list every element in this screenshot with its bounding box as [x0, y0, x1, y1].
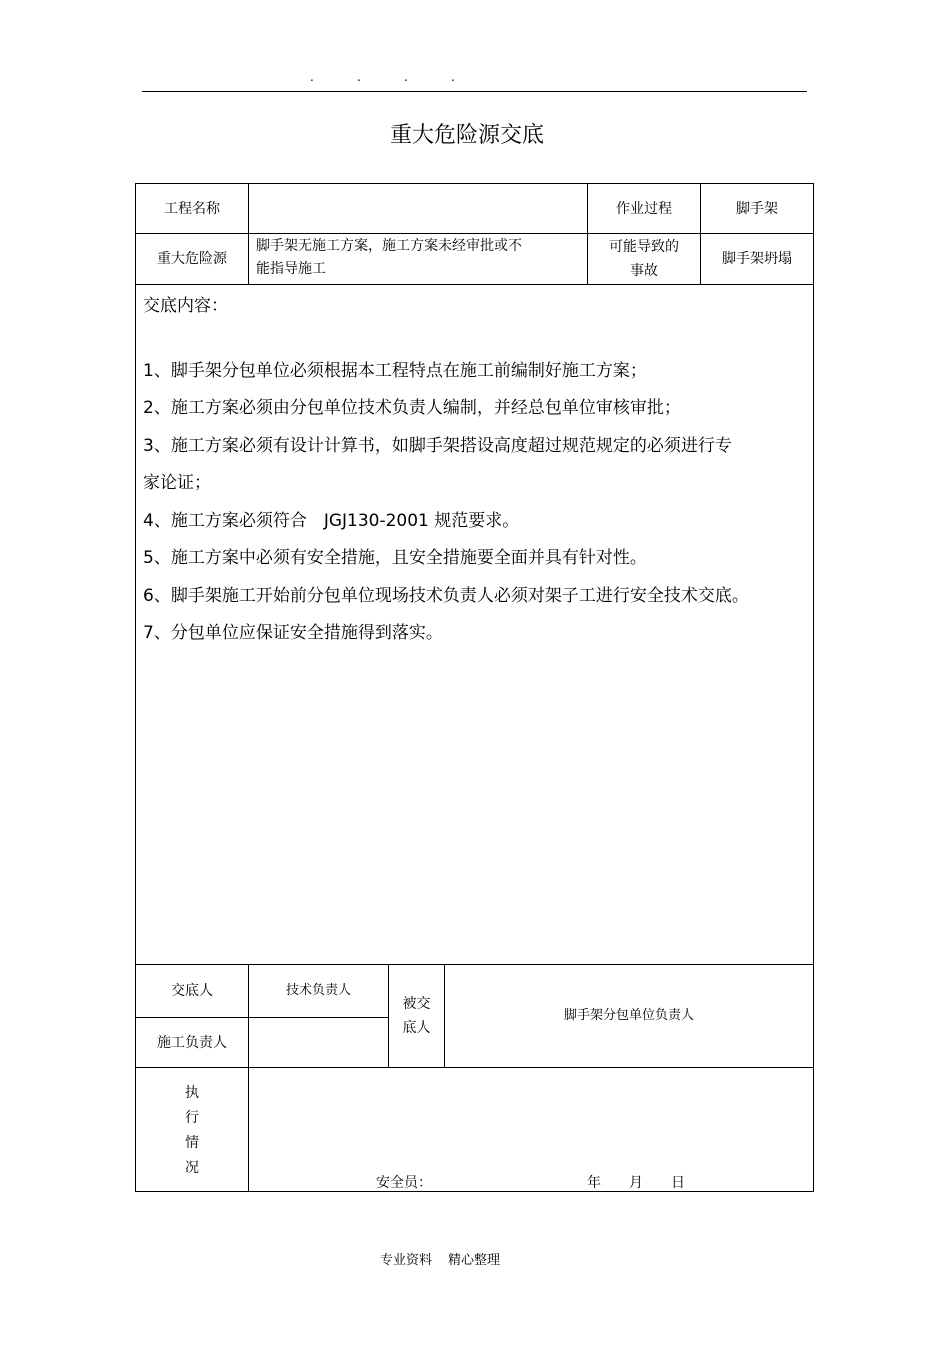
hazard-value — [256, 235, 584, 281]
accident-label-line: 事故 — [630, 263, 658, 279]
content-line: 家论证； — [143, 473, 211, 493]
execution-label-char: 情 — [185, 1135, 199, 1151]
content-line: 1、脚手架分包单位必须根据本工程特点在施工前编制好施工方案； — [143, 361, 647, 381]
safety-officer-label: 安全员： — [376, 1175, 432, 1191]
accident-value: 脚手架坍塌 — [722, 251, 792, 267]
content-line: 3、施工方案必须有设计计算书，如脚手架搭设高度超过规范规定的必须进行专 — [143, 436, 732, 456]
content-line: 2、施工方案必须由分包单位技术负责人编制，并经总包单位审核审批； — [143, 398, 681, 418]
content-label: 交底内容： — [143, 296, 228, 316]
execution-label — [136, 1068, 248, 1192]
header-dot: . — [357, 70, 361, 84]
execution-label-char: 执 — [185, 1085, 199, 1101]
hazard-label: 重大危险源 — [157, 251, 227, 267]
footer-right: 精心整理 — [448, 1253, 501, 1268]
work-process-label: 作业过程 — [616, 200, 672, 217]
header-rule — [142, 91, 807, 92]
project-name-label: 工程名称 — [164, 200, 220, 217]
accident-label-line: 可能导致的 — [609, 239, 679, 255]
recipient-label-line: 底人 — [402, 1020, 431, 1036]
discloser-label: 交底人 — [171, 983, 213, 999]
content-line: 7、分包单位应保证安全措施得到落实。 — [143, 623, 443, 643]
construction-lead-value — [249, 1018, 388, 1067]
execution-label-char: 况 — [185, 1160, 199, 1176]
recipient-value: 脚手架分包单位负责人 — [563, 1008, 694, 1023]
header-dots — [310, 70, 498, 84]
header-dot: . — [404, 70, 408, 84]
footer-left: 专业资料 — [379, 1253, 432, 1268]
execution-label-char: 行 — [185, 1110, 199, 1126]
page-title: 重大危险源交底 — [389, 123, 544, 148]
year-label: 年 — [587, 1175, 601, 1191]
content-line: 4、施工方案必须符合 JGJ130-2001 规范要求。 — [143, 511, 520, 531]
content-line: 5、施工方案中必须有安全措施，且安全措施要全面并具有针对性。 — [143, 548, 647, 568]
recipient-label — [389, 965, 444, 1067]
hazard-value-line: 能指导施工 — [256, 261, 326, 277]
accident-label — [588, 234, 700, 284]
recipient-label-line: 被交 — [402, 996, 431, 1012]
work-process-value: 脚手架 — [736, 200, 778, 217]
construction-lead-label: 施工负责人 — [157, 1034, 227, 1051]
row-divider — [135, 284, 814, 285]
project-name-value — [249, 184, 587, 233]
header-dot: . — [451, 70, 455, 84]
month-label: 月 — [629, 1175, 643, 1191]
content-line: 6、脚手架施工开始前分包单位现场技术负责人必须对架子工进行安全技术交底。 — [143, 586, 749, 606]
hazard-value-line: 脚手架无施工方案，施工方案未经审批或不 — [256, 238, 522, 254]
day-label: 日 — [671, 1175, 685, 1191]
page-footer — [0, 1249, 880, 1268]
header-dot: . — [310, 70, 314, 84]
discloser-value: 技术负责人 — [285, 983, 351, 998]
